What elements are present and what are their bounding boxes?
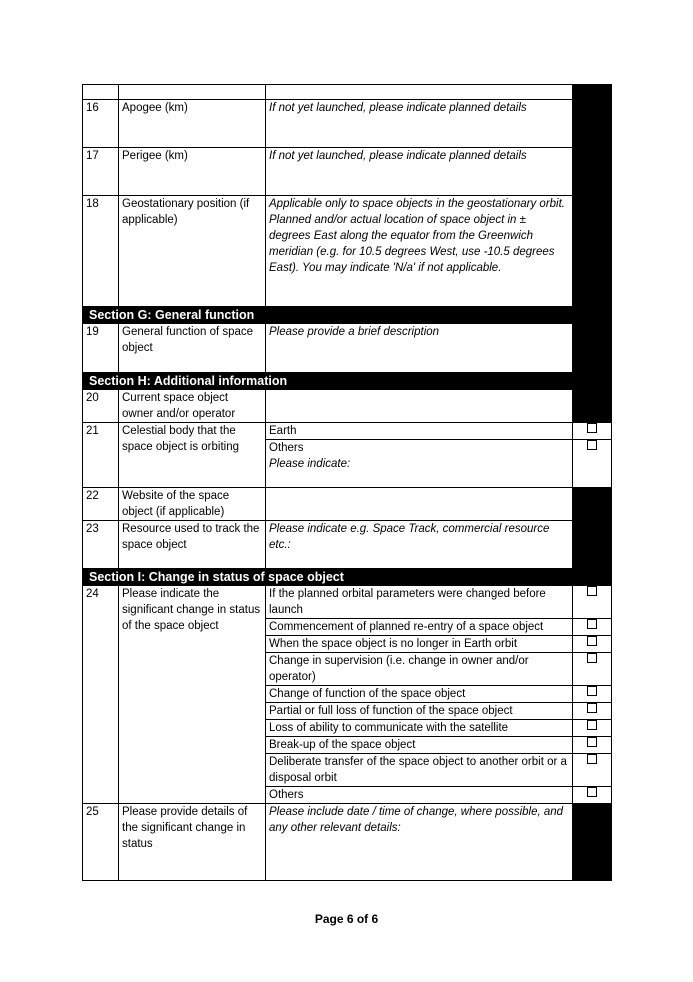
row-number: 23 (83, 521, 119, 569)
earth-checkbox[interactable] (587, 423, 597, 433)
status-option-checkbox[interactable] (587, 586, 597, 596)
status-option-label: Commencement of planned re-entry of a space object (266, 619, 573, 636)
table-row-general-function (83, 324, 612, 373)
row-number: 18 (83, 196, 119, 307)
perigee-label: Perigee (km) (119, 148, 266, 196)
blacked-out-cell (573, 521, 612, 569)
others-checkbox-cell (573, 440, 612, 488)
status-option-checkbox[interactable] (587, 636, 597, 646)
option-others-cell[interactable] (266, 440, 573, 488)
status-option-label: If the planned orbital parameters were changed before launch (266, 586, 573, 619)
section-i-title: Section I: Change in status of space object (83, 569, 612, 586)
website-label: Website of the space object (if applicable) (119, 488, 266, 521)
option-others-note: Please indicate: (269, 458, 351, 470)
owner-operator-input-field[interactable] (266, 390, 573, 423)
earth-checkbox-cell (573, 423, 612, 440)
tracking-resource-input-field[interactable]: Please indicate e.g. Space Track, commercial resource etc.: (266, 521, 573, 569)
status-option-label: Others (266, 787, 573, 804)
row-number: 19 (83, 324, 119, 373)
checkbox-cell (573, 653, 612, 686)
checkbox-cell (573, 686, 612, 703)
checkbox-cell (573, 586, 612, 619)
status-option-label: Change of function of the space object (266, 686, 573, 703)
perigee-input-field[interactable]: If not yet launched, please indicate planned details (266, 148, 573, 196)
option-others-label: Others (269, 442, 304, 454)
row-number: 21 (83, 423, 119, 488)
blacked-out-cell (573, 390, 612, 423)
status-change-details-label: Please provide details of the significant change in status (119, 804, 266, 881)
checkbox-cell (573, 737, 612, 754)
table-row-apogee (83, 100, 612, 148)
blacked-out-cell (573, 148, 612, 196)
table-row (83, 85, 612, 100)
row-number: 17 (83, 148, 119, 196)
empty-cell (266, 85, 573, 100)
section-g-title: Section G: General function (83, 307, 612, 324)
status-option-checkbox[interactable] (587, 737, 597, 747)
empty-cell (83, 85, 119, 100)
general-function-label: General function of space object (119, 324, 266, 373)
general-function-input-field[interactable]: Please provide a brief description (266, 324, 573, 373)
row-number: 25 (83, 804, 119, 881)
blacked-out-cell (573, 804, 612, 881)
section-header-h (83, 373, 612, 390)
blacked-out-cell (573, 100, 612, 148)
empty-cell (119, 85, 266, 100)
space-object-form-table (82, 84, 612, 881)
others-checkbox[interactable] (587, 440, 597, 450)
status-option-checkbox[interactable] (587, 703, 597, 713)
checkbox-cell (573, 720, 612, 737)
status-option-label: Change in supervision (i.e. change in owner and/or operator) (266, 653, 573, 686)
table-row-geostationary-position (83, 196, 612, 307)
table-row-celestial-body-earth (83, 423, 612, 440)
checkbox-cell (573, 703, 612, 720)
section-h-title: Section H: Additional information (83, 373, 612, 390)
row-number: 20 (83, 390, 119, 423)
status-change-details-input-field[interactable]: Please include date / time of change, where possible, and any other relevant details: (266, 804, 573, 881)
status-change-label: Please indicate the significant change in status of the space object (119, 586, 266, 804)
status-option-label: Partial or full loss of function of the space object (266, 703, 573, 720)
status-option-label: Loss of ability to communicate with the satellite (266, 720, 573, 737)
checkbox-cell (573, 754, 612, 787)
checkbox-cell (573, 787, 612, 804)
page-number: Page 6 of 6 (314, 912, 379, 926)
table-row-website (83, 488, 612, 521)
status-option-label: Deliberate transfer of the space object to another orbit or a disposal orbit (266, 754, 573, 787)
section-header-i (83, 569, 612, 586)
checkbox-cell (573, 636, 612, 653)
status-option-checkbox[interactable] (587, 653, 597, 663)
table-row-perigee (83, 148, 612, 196)
status-option-checkbox[interactable] (587, 720, 597, 730)
row-number: 24 (83, 586, 119, 804)
status-option-checkbox[interactable] (587, 686, 597, 696)
website-input-field[interactable] (266, 488, 573, 521)
blacked-out-cell (573, 85, 612, 100)
geostationary-position-label: Geostationary position (if applicable) (119, 196, 266, 307)
status-option-checkbox[interactable] (587, 787, 597, 797)
checkbox-cell (573, 619, 612, 636)
celestial-body-label: Celestial body that the space object is orbiting (119, 423, 266, 488)
table-row-owner-operator (83, 390, 612, 423)
blacked-out-cell (573, 324, 612, 373)
apogee-label: Apogee (km) (119, 100, 266, 148)
status-option-checkbox[interactable] (587, 619, 597, 629)
status-option-checkbox[interactable] (587, 754, 597, 764)
row-number: 22 (83, 488, 119, 521)
section-header-g (83, 307, 612, 324)
tracking-resource-label: Resource used to track the space object (119, 521, 266, 569)
status-option-label: When the space object is no longer in Earth orbit (266, 636, 573, 653)
owner-operator-label: Current space object owner and/or operator (119, 390, 266, 423)
table-row-status-change (83, 586, 612, 619)
apogee-input-field[interactable]: If not yet launched, please indicate planned details (266, 100, 573, 148)
table-row-status-change-details (83, 804, 612, 881)
status-option-label: Break-up of the space object (266, 737, 573, 754)
table-row-tracking-resource (83, 521, 612, 569)
option-earth-label: Earth (266, 423, 573, 440)
row-number: 16 (83, 100, 119, 148)
geostationary-position-input-field[interactable]: Applicable only to space objects in the geostationary orbit. Planned and/or actual location of space object in ± degrees East along the equator from the Greenwich meridian (e.g. for 10.5 degrees West, use -10.5 degrees East). You may indicate 'N/a' if not applicable. (266, 196, 573, 307)
blacked-out-cell (573, 488, 612, 521)
blacked-out-cell (573, 196, 612, 307)
